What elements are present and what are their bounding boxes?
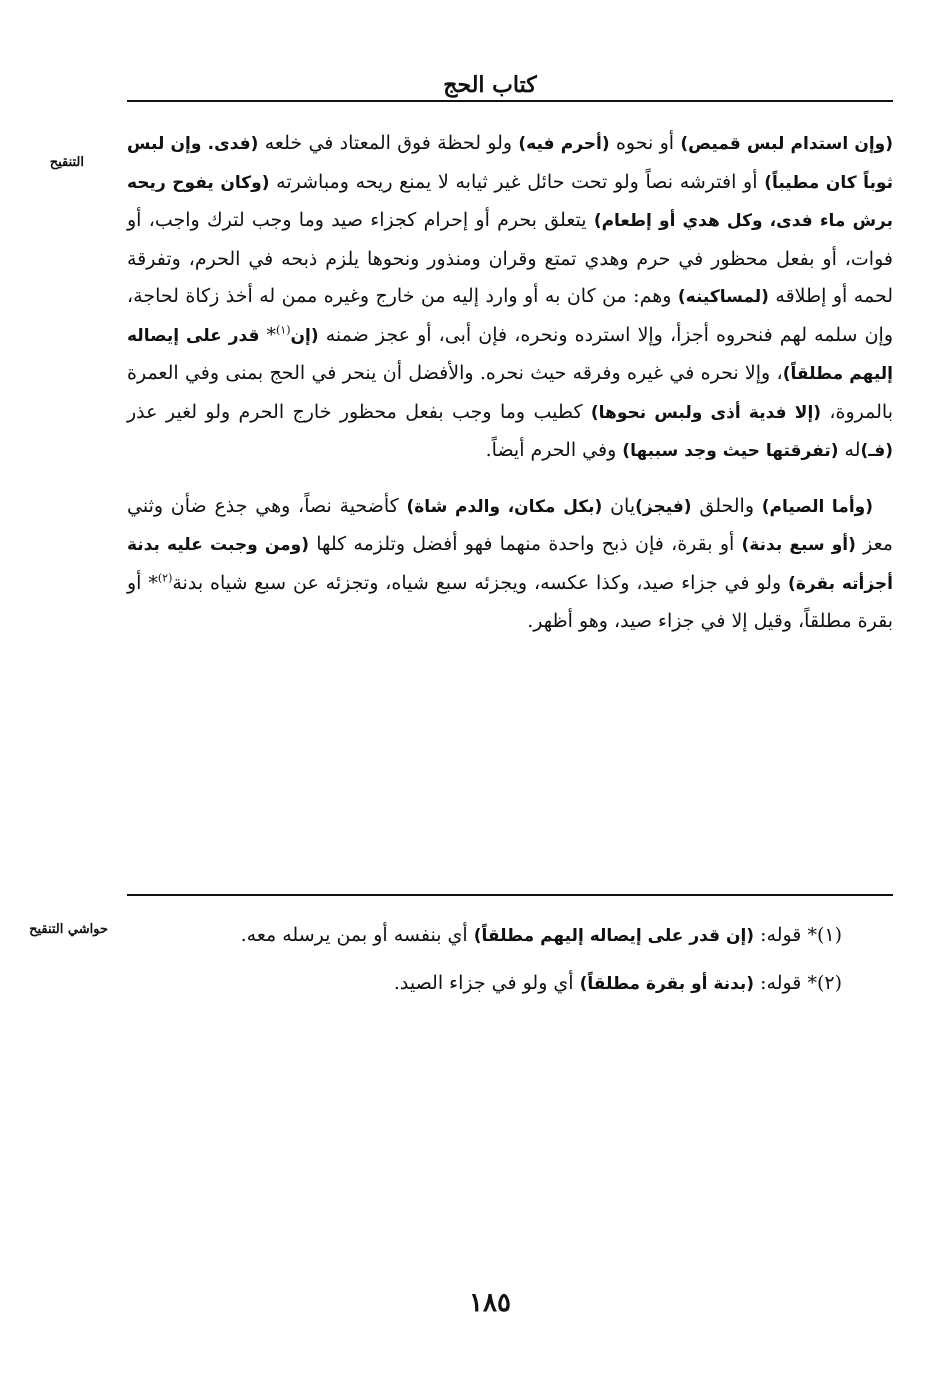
sharh-text: وهم: من كان به أو وارد إليه من خارج وغيره ممن له أخذ زكاة لحاجة، وإن سلمه لهم فنحروه أجزأ، وإلا استرده ونحره، فإن أبى، أو عجز ضمنه <box>127 285 893 346</box>
matn-phrase: (إن <box>290 325 319 346</box>
margin-label-tanqih: التنقيح <box>49 155 84 170</box>
matn-phrase: (أحرم فيه) <box>518 134 610 154</box>
matn-phrase: (وأما الصيام) <box>761 496 873 517</box>
sharh-text: يتعلق بحرم أو إحرام كجزاء صيد وما وجب لترك واجب، أو فوات، أو بفعل محظور في حرم وهدي تمتع وقران ومنذور ونحوها يلزم ذبحه في الحرم، وتفرقة لحمه أو إطلاقه <box>127 209 894 307</box>
footnote-text: أي بنفسه أو بمن يرسله معه. <box>240 924 474 946</box>
matn-phrase: (فيجز) <box>635 496 692 517</box>
sharh-text: كأضحية نصاً، وهي جذع ضأن وثني معز <box>127 494 893 555</box>
paragraph-2 <box>127 488 893 641</box>
sharh-text: ولو لحظة فوق المعتاد في خلعه <box>258 132 519 154</box>
paragraph-1 <box>127 125 893 471</box>
footnote-text: أي ولو في جزاء الصيد. <box>393 972 580 994</box>
sharh-text: يان <box>602 494 636 517</box>
footnote-star-2: * <box>148 571 158 594</box>
footnote-lead: قوله: <box>754 924 808 946</box>
footnote-ref-2[interactable]: (٢) <box>157 571 173 585</box>
matn-phrase: (ومن وجبت عليه بدنة أجزأته بقرة) <box>127 535 893 594</box>
sharh-text: ولو في جزاء صيد، وكذا عكسه، ويجزئه سبع شياه، وتجزئه عن سبع شياه بدنة <box>172 571 789 594</box>
matn-phrase: (بكل مكان، والدم شاة) <box>406 496 603 517</box>
matn-phrase: (فدى. وإن لبس ثوباً كان مطيباً) <box>127 134 893 193</box>
footnote-marker: (٢)* <box>807 972 842 994</box>
matn-phrase: (وإن استدام لبس قميص) <box>680 134 894 154</box>
matn-phrase: (لمساكينه) <box>677 287 769 307</box>
sharh-text: والحلق <box>691 494 762 517</box>
footnote-lead: قوله: <box>754 972 808 994</box>
sharh-text: أو بقرة، فإن ذبح واحدة منهما فهو أفضل وتلزمه كلها <box>309 533 742 555</box>
sharh-text: ، وإلا نحره في غيره وفرقه حيث نحره. والأفضل أن ينحر في الحج بمنى وفي العمرة بالمروة، <box>127 362 894 423</box>
sharh-text: أو افترشه نصاً ولو تحت حائل غير ثيابه لا يمنع ريحه ومباشرته <box>269 170 765 193</box>
header-rule <box>127 100 893 102</box>
sharh-text: أو نحوه <box>609 132 681 154</box>
footnote-2 <box>127 960 842 1008</box>
footnote-quote: (بدنة أو بقرة مطلقاً) <box>579 974 755 994</box>
footnote-marker: (١)* <box>807 924 842 946</box>
matn-phrase: (فـ) <box>860 441 893 461</box>
sharh-text: له <box>838 439 861 461</box>
footnote-1 <box>127 912 842 960</box>
matn-phrase: (أو سبع بدنة) <box>741 535 856 555</box>
footnote-ref-1[interactable]: (١) <box>276 323 291 337</box>
sharh-text: أو بقرة مطلقاً، وقيل إلا في جزاء صيد، وهو أظهر. <box>127 571 893 632</box>
footnote-star-1: * <box>266 323 276 346</box>
margin-label-hawashi: حواشي التنقيح <box>29 922 108 937</box>
matn-phrase: (تفرقتها حيث وجد سببها) <box>622 441 839 461</box>
matn-phrase: (إلا فدية أذى ولبس نحوها) <box>590 402 822 423</box>
footnotes <box>127 912 842 1008</box>
footnote-quote: (إن قدر على إيصاله إليهم مطلقاً) <box>473 926 755 946</box>
sharh-text: وفي الحرم أيضاً. <box>485 439 623 461</box>
page-number: ١٨٥ <box>469 1288 511 1318</box>
matn-phrase: قدر على إيصاله إليهم مطلقاً) <box>127 325 893 384</box>
page-header-title: كتاب الحج <box>443 72 537 98</box>
main-text <box>127 125 893 641</box>
sharh-text: كطيب وما وجب بفعل محظور خارج الحرم ولو لغير عذر <box>127 400 591 423</box>
footnote-separator <box>127 894 893 896</box>
matn-phrase: (وكان يفوح ريحه برش ماء فدى، وكل هدي أو إطعام) <box>127 172 893 231</box>
